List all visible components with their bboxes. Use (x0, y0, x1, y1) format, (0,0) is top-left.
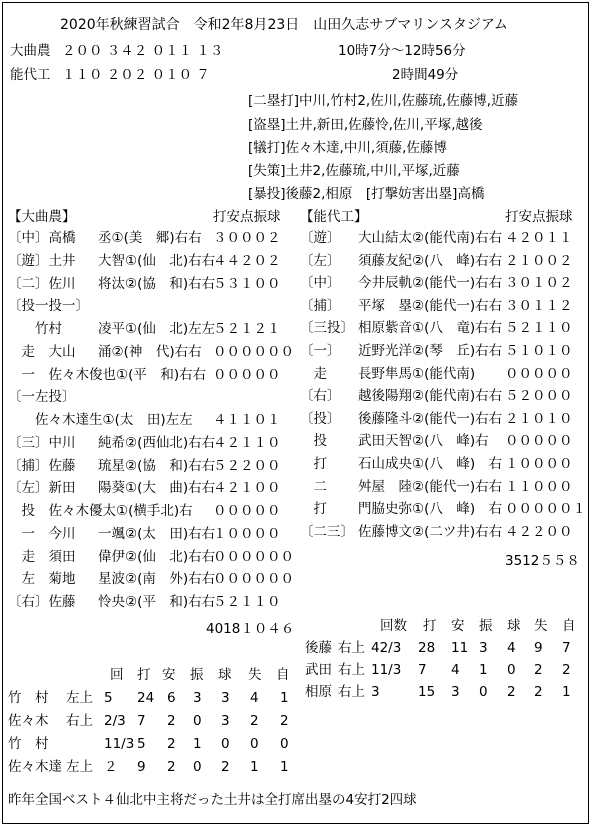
note-wild-pitches: [暴投]後藤2,相原 [打撃妨害出塁]高橋 (248, 186, 485, 202)
batter-position: 〔中〕 (300, 275, 341, 291)
pitcher-stat: 1 (280, 759, 289, 775)
batter-detail: 大智①(仙 北)右右 (98, 253, 216, 269)
pitcher-stat: 4 (507, 640, 516, 656)
pitcher-stat: 3 (221, 713, 230, 729)
pitcher-stat: 0 (193, 713, 202, 729)
pitcher-innings: 5 (104, 690, 113, 706)
pitcher-innings: ２ (104, 759, 118, 775)
game-time: 10時7分～12時56分 (338, 43, 466, 59)
batter-position: 〔捕〕 (300, 298, 341, 314)
batter-stats: １１０００ (505, 479, 573, 495)
pitcher-stat: 11 (451, 640, 469, 656)
batter-detail: 涌②(神 代)右右 (98, 344, 202, 360)
batter-detail: 平塚 塁②(能代一)右右 (358, 298, 503, 314)
batter-detail: 後藤隆斗②(能代一)右右 (358, 411, 503, 427)
batter-stats: ２１００２ (505, 253, 573, 269)
batter-detail: 佐藤博文②(二ツ井)右右 (358, 524, 503, 540)
batter-detail: 将汰②(協 和)右右 (98, 276, 216, 292)
pitcher-stat: 2 (534, 662, 543, 678)
pitcher-name: 佐々木 (8, 713, 49, 729)
pitching-header-cell: 安 (451, 618, 465, 634)
pitcher-innings: 42/3 (371, 640, 402, 656)
pitcher-stat: 3 (479, 640, 488, 656)
batter-detail: 舛屋 陸②(能代一)右右 (358, 479, 503, 495)
batter-position: 〔一〕 (300, 343, 341, 359)
pitcher-innings: 11/3 (104, 736, 135, 752)
left-columns-header: 打安点振球 (213, 209, 281, 225)
pitcher-stat: 6 (167, 690, 176, 706)
pitcher-stat: 28 (418, 640, 436, 656)
batter-detail: 今井辰軌②(能代一)右右 (358, 275, 503, 291)
batter-detail: 門脇史弥①(八 峰) 右 (358, 501, 503, 517)
batter-stats: ３０００２ (213, 230, 281, 246)
batter-position-name: 左 菊地 (8, 571, 76, 587)
batter-stats: ００００００ (213, 571, 294, 587)
batter-stats: ００００００ (213, 344, 294, 360)
batter-position: 〔右〕 (300, 388, 341, 404)
pitcher-name: 後藤 (305, 640, 332, 656)
batter-position: 打 (300, 501, 327, 517)
batter-detail: 石山成央①(八 峰) 右 (358, 456, 503, 472)
batter-stats: ２１０１０ (505, 411, 573, 427)
pitcher-stat: 7 (418, 662, 427, 678)
pitcher-name: 相原 (305, 684, 332, 700)
pitcher-hand: 右上 (338, 684, 365, 700)
batter-position-name: 〔三〕中川 (8, 435, 76, 451)
batter-position: 〔三投〕 (300, 320, 354, 336)
batter-position-name: 竹村 (8, 321, 62, 337)
line-score-team-2: 能代工 (10, 67, 51, 83)
batter-stats: ５２１２１ (213, 321, 281, 337)
pitcher-stat: 5 (137, 736, 146, 752)
pitcher-stat: 4 (250, 690, 259, 706)
pitcher-name: 武田 (305, 662, 332, 678)
batter-stats: ４２２００ (505, 524, 573, 540)
pitcher-stat: 0 (280, 736, 289, 752)
batter-position-name: 〔一左投〕 (8, 389, 76, 405)
pitching-header-cell: 球 (218, 667, 232, 683)
note-sacrifices: [犠打]佐々木達,中川,須藤,佐藤博 (248, 140, 447, 156)
line-score-1: ２００ ３４２ ０１１ １３ (62, 43, 224, 59)
batter-position-name: 一 佐々木俊也①(平 和)右右 (8, 367, 207, 383)
pitcher-stat: 2 (507, 684, 516, 700)
batter-position: 二 (300, 479, 327, 495)
pitcher-stat: 2 (250, 713, 259, 729)
batter-position: 〔左〕 (300, 253, 341, 269)
left-team-label: 【大曲農】 (8, 209, 76, 225)
batter-stats: ４４２０２ (213, 253, 281, 269)
batter-stats: ４２１００ (213, 480, 281, 496)
batter-detail: 長野隼馬①(能代南) (358, 366, 476, 382)
line-score-team-1: 大曲農 (10, 43, 51, 59)
pitching-header-cell: 自 (276, 667, 290, 683)
batter-position-name: 〔捕〕佐藤 (8, 458, 76, 474)
pitcher-stat: 1 (562, 684, 571, 700)
batter-stats: ４１１０１ (213, 412, 281, 428)
pitcher-stat: 9 (137, 759, 146, 775)
batter-stats: ０００００ (505, 366, 573, 382)
batter-position-name: 〔遊〕土井 (8, 253, 76, 269)
pitcher-stat: 7 (562, 640, 571, 656)
batter-detail: 武田天智②(八 峰)右 (358, 433, 489, 449)
batter-position-name: 佐々木達生①(太 田)左左 (8, 412, 193, 428)
pitcher-hand: 右上 (66, 713, 93, 729)
pitcher-stat: 2 (167, 713, 176, 729)
batter-stats: ０００００ (213, 367, 281, 383)
pitching-header-cell: 失 (248, 667, 262, 683)
batter-position: 〔遊〕 (300, 230, 341, 246)
pitcher-stat: 0 (250, 736, 259, 752)
pitching-header-cell: 回 (110, 667, 124, 683)
batter-position: 投 (300, 433, 327, 449)
batter-detail: 須藤友紀②(八 峰)右右 (358, 253, 503, 269)
batter-stats: ５２０００ (505, 388, 573, 404)
pitcher-hand: 左上 (66, 759, 93, 775)
pitcher-hand: 右上 (338, 640, 365, 656)
pitcher-stat: 9 (534, 640, 543, 656)
pitching-header-cell: 安 (162, 667, 176, 683)
batter-stats: １００００ (505, 456, 573, 472)
batter-stats: ０００００ (505, 433, 573, 449)
batter-stats: ５３１００ (213, 276, 281, 292)
pitcher-stat: 2 (221, 759, 230, 775)
pitcher-stat: 3 (193, 690, 202, 706)
pitcher-hand: 右上 (338, 662, 365, 678)
batter-position: 走 (300, 366, 327, 382)
batter-detail: 純希②(西仙北)右右 (98, 435, 216, 451)
batter-stats: １００００ (213, 526, 281, 542)
batter-position-name: 〔中〕高橋 (8, 230, 76, 246)
pitcher-stat: 2 (280, 713, 289, 729)
batter-detail: 陽葵①(大 曲)右右 (98, 480, 216, 496)
pitcher-stat: 3 (221, 690, 230, 706)
pitching-header-cell: 球 (507, 618, 521, 634)
batter-position: 打 (300, 456, 327, 472)
pitcher-stat: 1 (280, 690, 289, 706)
batter-detail: 越後陽翔②(能代南)右右 (358, 388, 503, 404)
pitching-header-cell: 失 (534, 618, 548, 634)
batter-position: 〔投〕 (300, 411, 341, 427)
batter-position-name: 〔右〕佐藤 (8, 594, 76, 610)
right-columns-header: 打安点振球 (505, 209, 573, 225)
right-team-label: 【能代工】 (300, 209, 368, 225)
batter-stats: ５１０１０ (505, 343, 573, 359)
batter-detail: 相原紫音①(八 竜)右右 (358, 320, 503, 336)
pitcher-stat: 0 (507, 662, 516, 678)
batter-stats: ４２０１１ (505, 230, 573, 246)
batter-detail: 丞①(美 郷)右右 (98, 230, 202, 246)
batter-stats: ５２１１０ (505, 320, 573, 336)
batter-detail: 怜央②(平 和)右右 (98, 594, 216, 610)
batter-position-name: 〔投一投一〕 (8, 298, 89, 314)
batter-position-name: 〔二〕佐川 (8, 276, 76, 292)
batter-stats: ０００００ (213, 503, 281, 519)
batter-detail: 凌平①(仙 北)左左 (98, 321, 216, 337)
batter-detail: 星波②(南 外)右右 (98, 571, 216, 587)
pitcher-innings: 2/3 (104, 713, 126, 729)
pitcher-stat: 0 (193, 759, 202, 775)
batter-position-name: 〔左〕新田 (8, 480, 76, 496)
pitching-header-cell: 回数 (380, 618, 407, 634)
batter-position-name: 投 佐々木優太①(横手北)右 (8, 503, 193, 519)
pitcher-stat: 15 (418, 684, 436, 700)
batter-stats: ５２２００ (213, 458, 281, 474)
batter-position-name: 走 須田 (8, 549, 76, 565)
pitcher-name: 佐々木達 (8, 759, 62, 775)
batter-detail: 大山結太②(能代南)右右 (358, 230, 503, 246)
game-comment: 昨年全国ベスト４仙北中主将だった土井は全打席出塁の4安打2四球 (8, 792, 417, 808)
pitcher-name: 竹 村 (8, 690, 49, 706)
pitcher-stat: 4 (451, 662, 460, 678)
pitcher-innings: 11/3 (371, 662, 402, 678)
pitcher-hand: 左上 (66, 690, 93, 706)
pitching-header-cell: 打 (137, 667, 151, 683)
game-title: 2020年秋練習試合 令和2年8月23日 山田久志サブマリンスタジアム (60, 17, 508, 33)
pitcher-stat: 7 (137, 713, 146, 729)
right-batting-total: 3512５５８ (505, 553, 580, 569)
batter-stats: ３０１０２ (505, 275, 573, 291)
note-errors: [失策]土井2,佐藤琉,中川,平塚,近藤 (248, 163, 460, 179)
pitcher-innings: 3 (371, 684, 380, 700)
batter-position: 〔二三〕 (300, 524, 354, 540)
pitching-header-cell: 自 (562, 618, 576, 634)
batter-stats: ４２１１０ (213, 435, 281, 451)
batter-stats: ５２１１０ (213, 594, 281, 610)
pitcher-stat: 2 (167, 736, 176, 752)
pitcher-stat: 1 (479, 662, 488, 678)
left-batting-total: 4018１０４６ (206, 621, 295, 637)
pitching-header-cell: 打 (423, 618, 437, 634)
batter-position-name: 一 今川 (8, 526, 76, 542)
note-steals: [盗塁]土井,新田,佐藤怜,佐川,平塚,越後 (248, 117, 483, 133)
pitcher-stat: 0 (479, 684, 488, 700)
batter-detail: 偉伊②(仙 北)右右 (98, 549, 216, 565)
note-doubles: [二塁打]中川,竹村2,佐川,佐藤琉,佐藤博,近藤 (248, 93, 519, 109)
pitching-header-cell: 振 (190, 667, 204, 683)
batter-position-name: 走 大山 (8, 344, 76, 360)
line-score-2: １１０ ２０２ ０１０ ７ (62, 67, 210, 83)
batter-detail: 琉星②(協 和)右右 (98, 458, 216, 474)
pitcher-stat: 2 (167, 759, 176, 775)
pitcher-name: 竹 村 (8, 736, 49, 752)
pitcher-stat: 2 (562, 662, 571, 678)
batter-stats: ３０１１２ (505, 298, 573, 314)
batter-detail: 一颯②(太 田)右右 (98, 526, 216, 542)
pitcher-stat: 1 (193, 736, 202, 752)
pitching-header-cell: 振 (479, 618, 493, 634)
pitcher-stat: 3 (451, 684, 460, 700)
batter-detail: 近野光洋②(琴 丘)右右 (358, 343, 503, 359)
game-duration: 2時間49分 (392, 67, 459, 83)
batter-stats: ０００００１ (505, 501, 586, 517)
pitcher-stat: 2 (534, 684, 543, 700)
batter-stats: ００００００ (213, 549, 294, 565)
pitcher-stat: 0 (221, 736, 230, 752)
pitcher-stat: 1 (250, 759, 259, 775)
pitcher-stat: 24 (137, 690, 155, 706)
